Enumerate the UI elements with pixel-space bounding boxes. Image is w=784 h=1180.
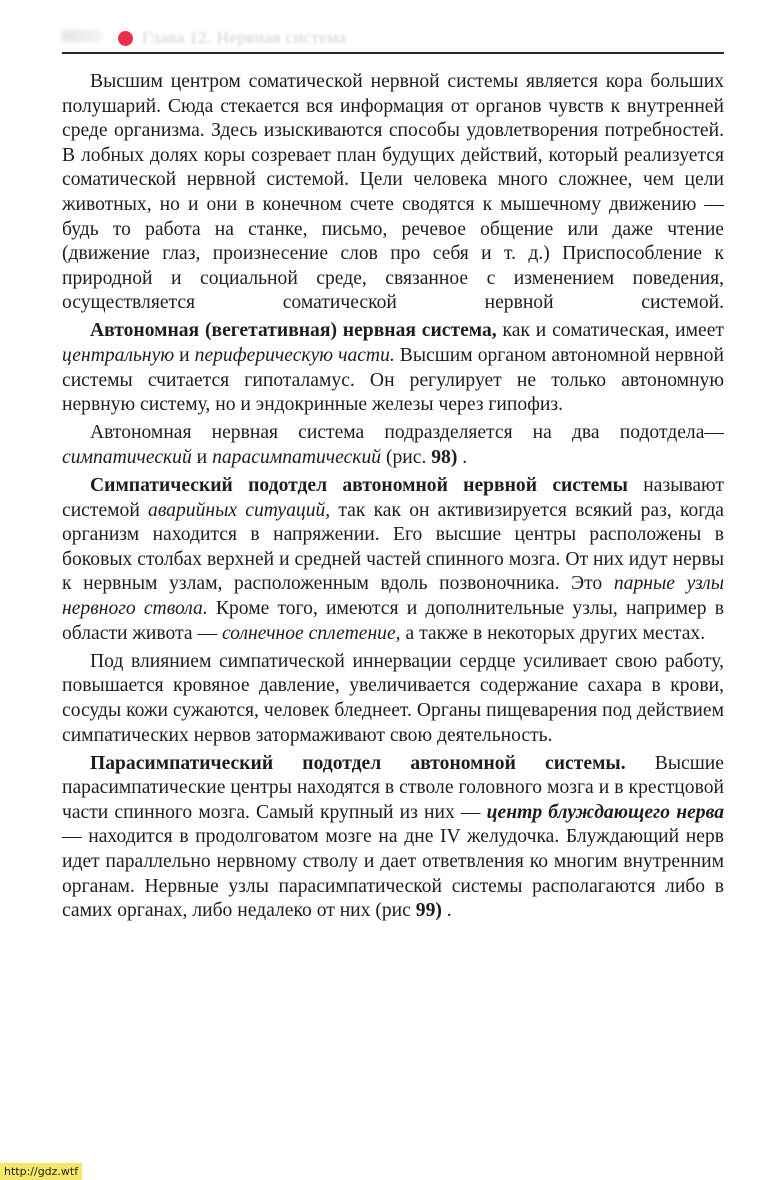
term-vagus-center: центр блуждающего нерва [486, 801, 724, 823]
paragraph-parasympathetic [62, 752, 724, 924]
paragraph-autonomic-system [62, 319, 724, 417]
term-emergency-situations: аварийных ситуаций, [148, 499, 331, 521]
figure-ref-98: 98) [431, 446, 458, 468]
term-central: центральную [62, 345, 175, 367]
term-paired-ganglia: парные узлы нервного ствола. [62, 573, 724, 620]
term-parasympathetic: парасимпатический [212, 446, 382, 468]
paragraph-sympathetic-effects: Под влиянием симпатической иннервации сердце усиливает свою работу, повышается кровяное давление, увеличивается содержание сахара в крови, сосуды кожи сужаются, человек бледнеет. Органы пищеварения под действием симпатических нервов затормаживают свою деятельность. [62, 650, 724, 746]
text-run: и [174, 345, 195, 367]
paragraph-somatic-cortex: Высшим центром соматической нервной системы является кора больших полушарий. Сюда стекается вся информация от органов чувств к внутренней среде организма. Здесь изыскиваются способы удовлетворения потребностей. В лобных долях коры созревает план будущих действий, который реализуется соматической нервной системой. Цели человека много сложнее, чем цели животных, но и они в конечном счете сводятся к мышечному движению — будь то работа на станке, письмо, речевое общение или даже чтение (движение глаз, произнесение слов про себя и т. д.) Приспособление к природной и социальной среде, связанное с изменением поведения, осуществляется соматической нервной системой. [62, 71, 724, 314]
text-run: . [441, 900, 452, 922]
term-autonomic-system: Автономная (вегетативная) нервная система, [90, 320, 497, 342]
term-parasympathetic-subdivision: Парасимпатический подотдел автономной системы. [90, 752, 626, 774]
term-solar-plexus: солнечное сплетение, [221, 622, 401, 644]
text-run: (рис. [381, 446, 432, 468]
text-run: . [457, 446, 468, 468]
text-run: называют системой [62, 475, 724, 521]
text-run: а также в некоторых других местах. [400, 622, 706, 644]
body-text [62, 70, 724, 927]
chapter-bullet-icon [118, 31, 133, 46]
text-run: Высшим органом автономной нервной системы считается гипоталамус. Он регулирует не только автономную нервную систему, но и эндокринные железы через гипофиз. [62, 345, 724, 416]
paragraph-subdivisions [62, 421, 724, 470]
term-sympathetic: симпатический [62, 446, 192, 468]
running-head: Глава 12. Нервная система [142, 28, 347, 47]
text-run: Кроме того, имеются и дополнительные узлы, например в области живота — [62, 598, 724, 644]
paragraph-sympathetic [62, 474, 724, 646]
figure-ref-99: 99) [415, 900, 442, 922]
text-run: как и соматическая, имеет [496, 320, 724, 342]
text-run: так как он активизируется всякий раз, когда организм находится в напряжении. Его высшие центры расположены в боковых столбах верхней и средней частей спинного мозга. От них идут нервы к нервным узлам, расположенным вдоль позвоночника. Это [62, 499, 724, 595]
text-run: Автономная нервная система подразделяется на два подотдела— [90, 422, 724, 444]
term-sympathetic-subdivision: Симпатический подотдел автономной нервной системы [90, 475, 628, 497]
header-rule [62, 52, 724, 54]
page-header [62, 22, 724, 54]
page-number-smudge [62, 30, 102, 42]
text-run: Высшие парасимпатические центры находятся в стволе головного мозга и в крестцовой части спинного мозга. Самый крупный из них — [62, 752, 724, 823]
text-run: — находится в продолговатом мозге на дне IV желудочка. Блуждающий нерв идет параллельно нервному стволу и дает ответвления ко многим внутренним органам. Нервные узлы парасимпатической системы располагаются либо в самих органах, либо недалеко от них (рис [62, 826, 724, 922]
text-run: и [191, 446, 213, 468]
term-peripheral-parts: периферическую части. [194, 345, 395, 367]
source-watermark: http://gdz.wtf [0, 1163, 82, 1180]
